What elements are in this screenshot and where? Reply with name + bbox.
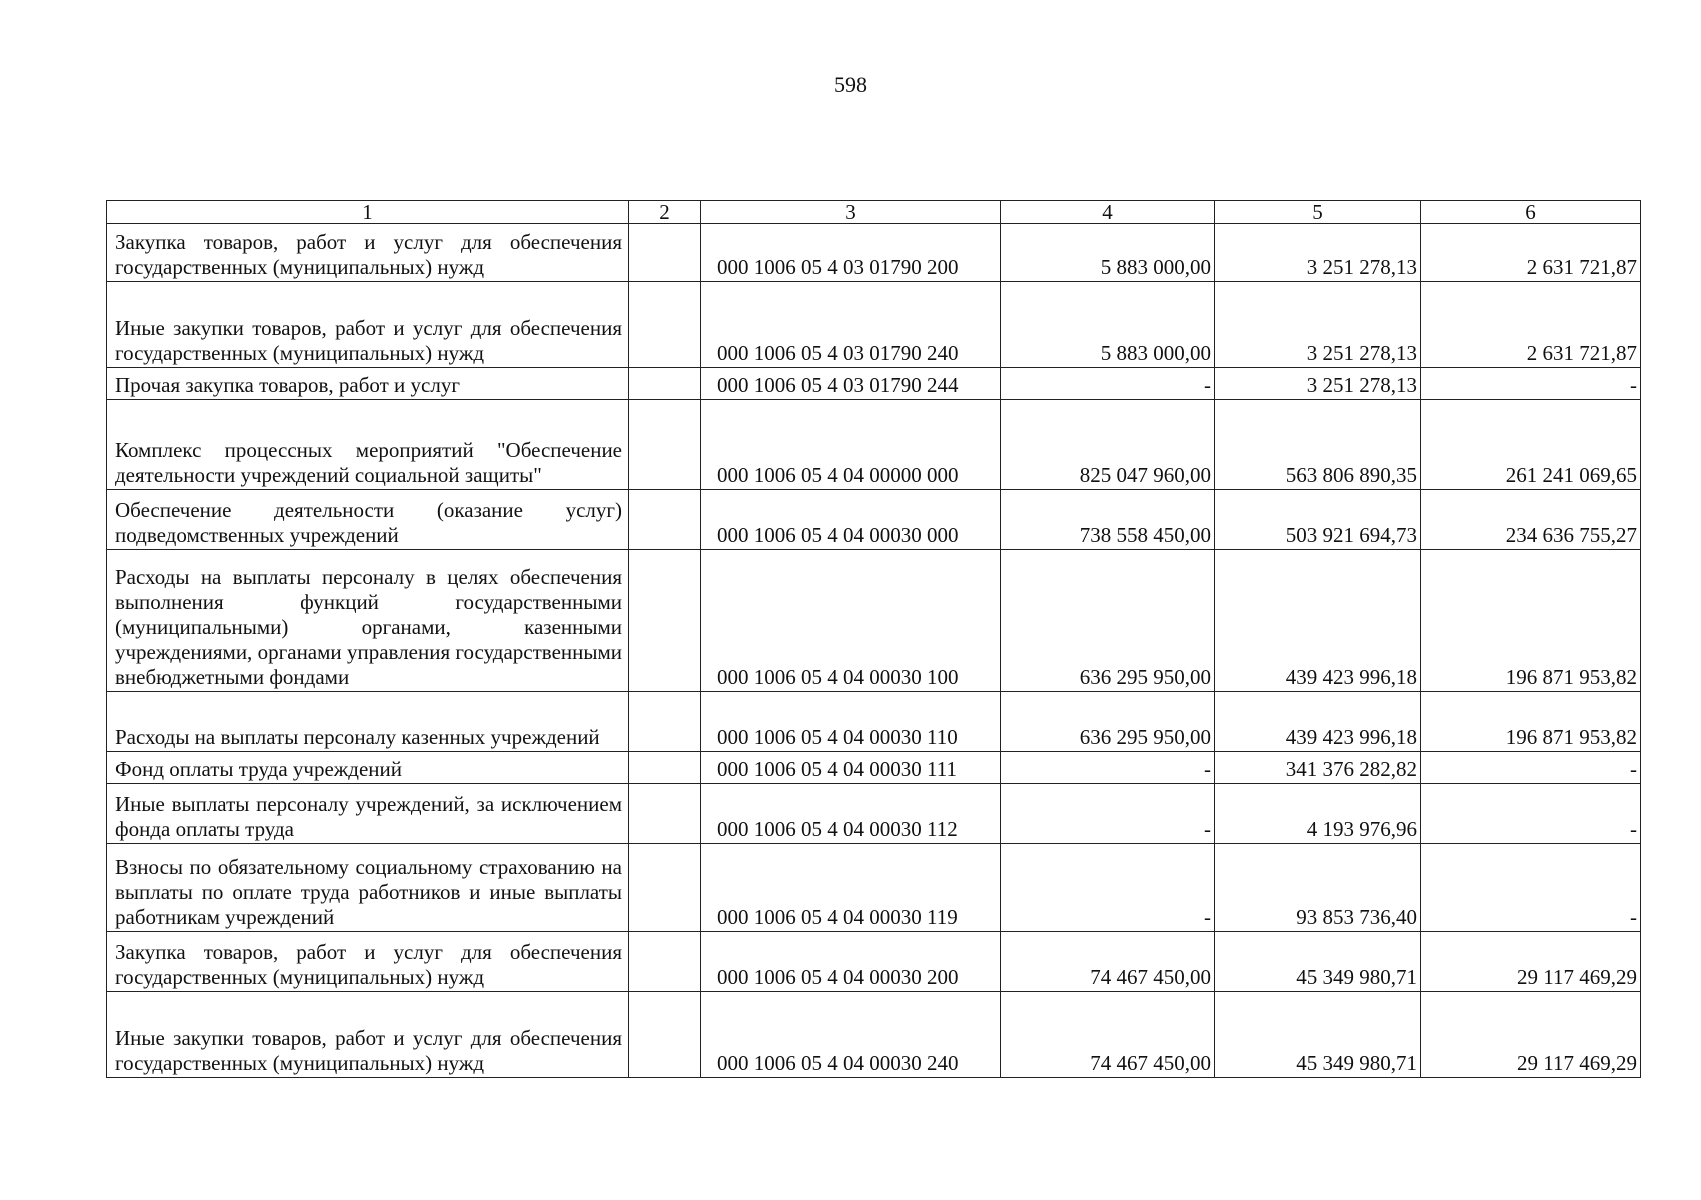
budget-code: 000 1006 05 4 03 01790 240 [701, 282, 1001, 368]
expense-name: Иные выплаты персоналу учреждений, за исключением фонда оплаты труда [107, 784, 629, 844]
table-row [107, 932, 1641, 992]
expense-name: Иные закупки товаров, работ и услуг для обеспечения государственных (муниципальных) нужд [107, 282, 629, 368]
amount-col5: 4 193 976,96 [1215, 784, 1421, 844]
budget-code: 000 1006 05 4 03 01790 200 [701, 224, 1001, 282]
header-cell-col2: 2 [629, 201, 701, 224]
amount-col6: 234 636 755,27 [1421, 490, 1641, 550]
budget-code: 000 1006 05 4 04 00030 110 [701, 692, 1001, 752]
table-row [107, 550, 1641, 692]
budget-code: 000 1006 05 4 03 01790 244 [701, 368, 1001, 400]
table-row [107, 490, 1641, 550]
amount-col4: 738 558 450,00 [1001, 490, 1215, 550]
table-row [107, 282, 1641, 368]
amount-col5: 439 423 996,18 [1215, 692, 1421, 752]
table-row [107, 224, 1641, 282]
expense-name: Иные закупки товаров, работ и услуг для обеспечения государственных (муниципальных) нужд [107, 992, 629, 1078]
amount-col4: 825 047 960,00 [1001, 400, 1215, 490]
table-row [107, 844, 1641, 932]
budget-code: 000 1006 05 4 04 00030 240 [701, 992, 1001, 1078]
empty-cell [629, 550, 701, 692]
amount-col5: 45 349 980,71 [1215, 932, 1421, 992]
amount-col5: 563 806 890,35 [1215, 400, 1421, 490]
empty-cell [629, 282, 701, 368]
amount-col6: - [1421, 784, 1641, 844]
empty-cell [629, 490, 701, 550]
table-row [107, 368, 1641, 400]
amount-col6: - [1421, 752, 1641, 784]
empty-cell [629, 752, 701, 784]
budget-table [106, 200, 1641, 1078]
budget-code: 000 1006 05 4 04 00030 200 [701, 932, 1001, 992]
amount-col6: 2 631 721,87 [1421, 224, 1641, 282]
amount-col5: 3 251 278,13 [1215, 224, 1421, 282]
header-cell-col6: 6 [1421, 201, 1641, 224]
amount-col4: 636 295 950,00 [1001, 550, 1215, 692]
amount-col5: 341 376 282,82 [1215, 752, 1421, 784]
budget-code: 000 1006 05 4 04 00030 000 [701, 490, 1001, 550]
empty-cell [629, 692, 701, 752]
budget-code: 000 1006 05 4 04 00030 119 [701, 844, 1001, 932]
amount-col4: - [1001, 752, 1215, 784]
amount-col5: 45 349 980,71 [1215, 992, 1421, 1078]
budget-code: 000 1006 05 4 04 00000 000 [701, 400, 1001, 490]
amount-col4: 636 295 950,00 [1001, 692, 1215, 752]
header-cell-col4: 4 [1001, 201, 1215, 224]
amount-col4: - [1001, 368, 1215, 400]
amount-col4: 5 883 000,00 [1001, 282, 1215, 368]
expense-name: Прочая закупка товаров, работ и услуг [107, 368, 629, 400]
budget-code: 000 1006 05 4 04 00030 111 [701, 752, 1001, 784]
amount-col5: 93 853 736,40 [1215, 844, 1421, 932]
header-cell-col3: 3 [701, 201, 1001, 224]
amount-col4: - [1001, 784, 1215, 844]
empty-cell [629, 992, 701, 1078]
amount-col6: 2 631 721,87 [1421, 282, 1641, 368]
budget-code: 000 1006 05 4 04 00030 100 [701, 550, 1001, 692]
amount-col6: 196 871 953,82 [1421, 692, 1641, 752]
expense-name: Расходы на выплаты персоналу в целях обеспечения выполнения функций государственными (муниципальными) органами, казенными учреждениями, органами управления государственными внебюджетными фондами [107, 550, 629, 692]
amount-col5: 503 921 694,73 [1215, 490, 1421, 550]
amount-col6: 29 117 469,29 [1421, 932, 1641, 992]
amount-col4: 74 467 450,00 [1001, 992, 1215, 1078]
expense-name: Фонд оплаты труда учреждений [107, 752, 629, 784]
budget-code: 000 1006 05 4 04 00030 112 [701, 784, 1001, 844]
header-cell-col5: 5 [1215, 201, 1421, 224]
amount-col5: 3 251 278,13 [1215, 282, 1421, 368]
amount-col6: 29 117 469,29 [1421, 992, 1641, 1078]
table-header-row [107, 201, 1641, 224]
amount-col5: 439 423 996,18 [1215, 550, 1421, 692]
empty-cell [629, 368, 701, 400]
amount-col4: 74 467 450,00 [1001, 932, 1215, 992]
empty-cell [629, 400, 701, 490]
table-row [107, 784, 1641, 844]
amount-col6: 196 871 953,82 [1421, 550, 1641, 692]
empty-cell [629, 224, 701, 282]
amount-col4: 5 883 000,00 [1001, 224, 1215, 282]
amount-col5: 3 251 278,13 [1215, 368, 1421, 400]
expense-name: Комплекс процессных мероприятий "Обеспечение деятельности учреждений социальной защиты" [107, 400, 629, 490]
page-number: 598 [834, 72, 867, 97]
empty-cell [629, 932, 701, 992]
expense-name: Взносы по обязательному социальному страхованию на выплаты по оплате труда работников и иные выплаты работникам учреждений [107, 844, 629, 932]
header-cell-col1: 1 [107, 201, 629, 224]
amount-col6: 261 241 069,65 [1421, 400, 1641, 490]
empty-cell [629, 844, 701, 932]
amount-col6: - [1421, 368, 1641, 400]
table-row [107, 692, 1641, 752]
expense-name: Обеспечение деятельности (оказание услуг) подведомственных учреждений [107, 490, 629, 550]
table-row [107, 992, 1641, 1078]
empty-cell [629, 784, 701, 844]
amount-col6: - [1421, 844, 1641, 932]
amount-col4: - [1001, 844, 1215, 932]
expense-name: Закупка товаров, работ и услуг для обеспечения государственных (муниципальных) нужд [107, 932, 629, 992]
expense-name: Расходы на выплаты персоналу казенных учреждений [107, 692, 629, 752]
table-row [107, 400, 1641, 490]
expense-name: Закупка товаров, работ и услуг для обеспечения государственных (муниципальных) нужд [107, 224, 629, 282]
table-row [107, 752, 1641, 784]
